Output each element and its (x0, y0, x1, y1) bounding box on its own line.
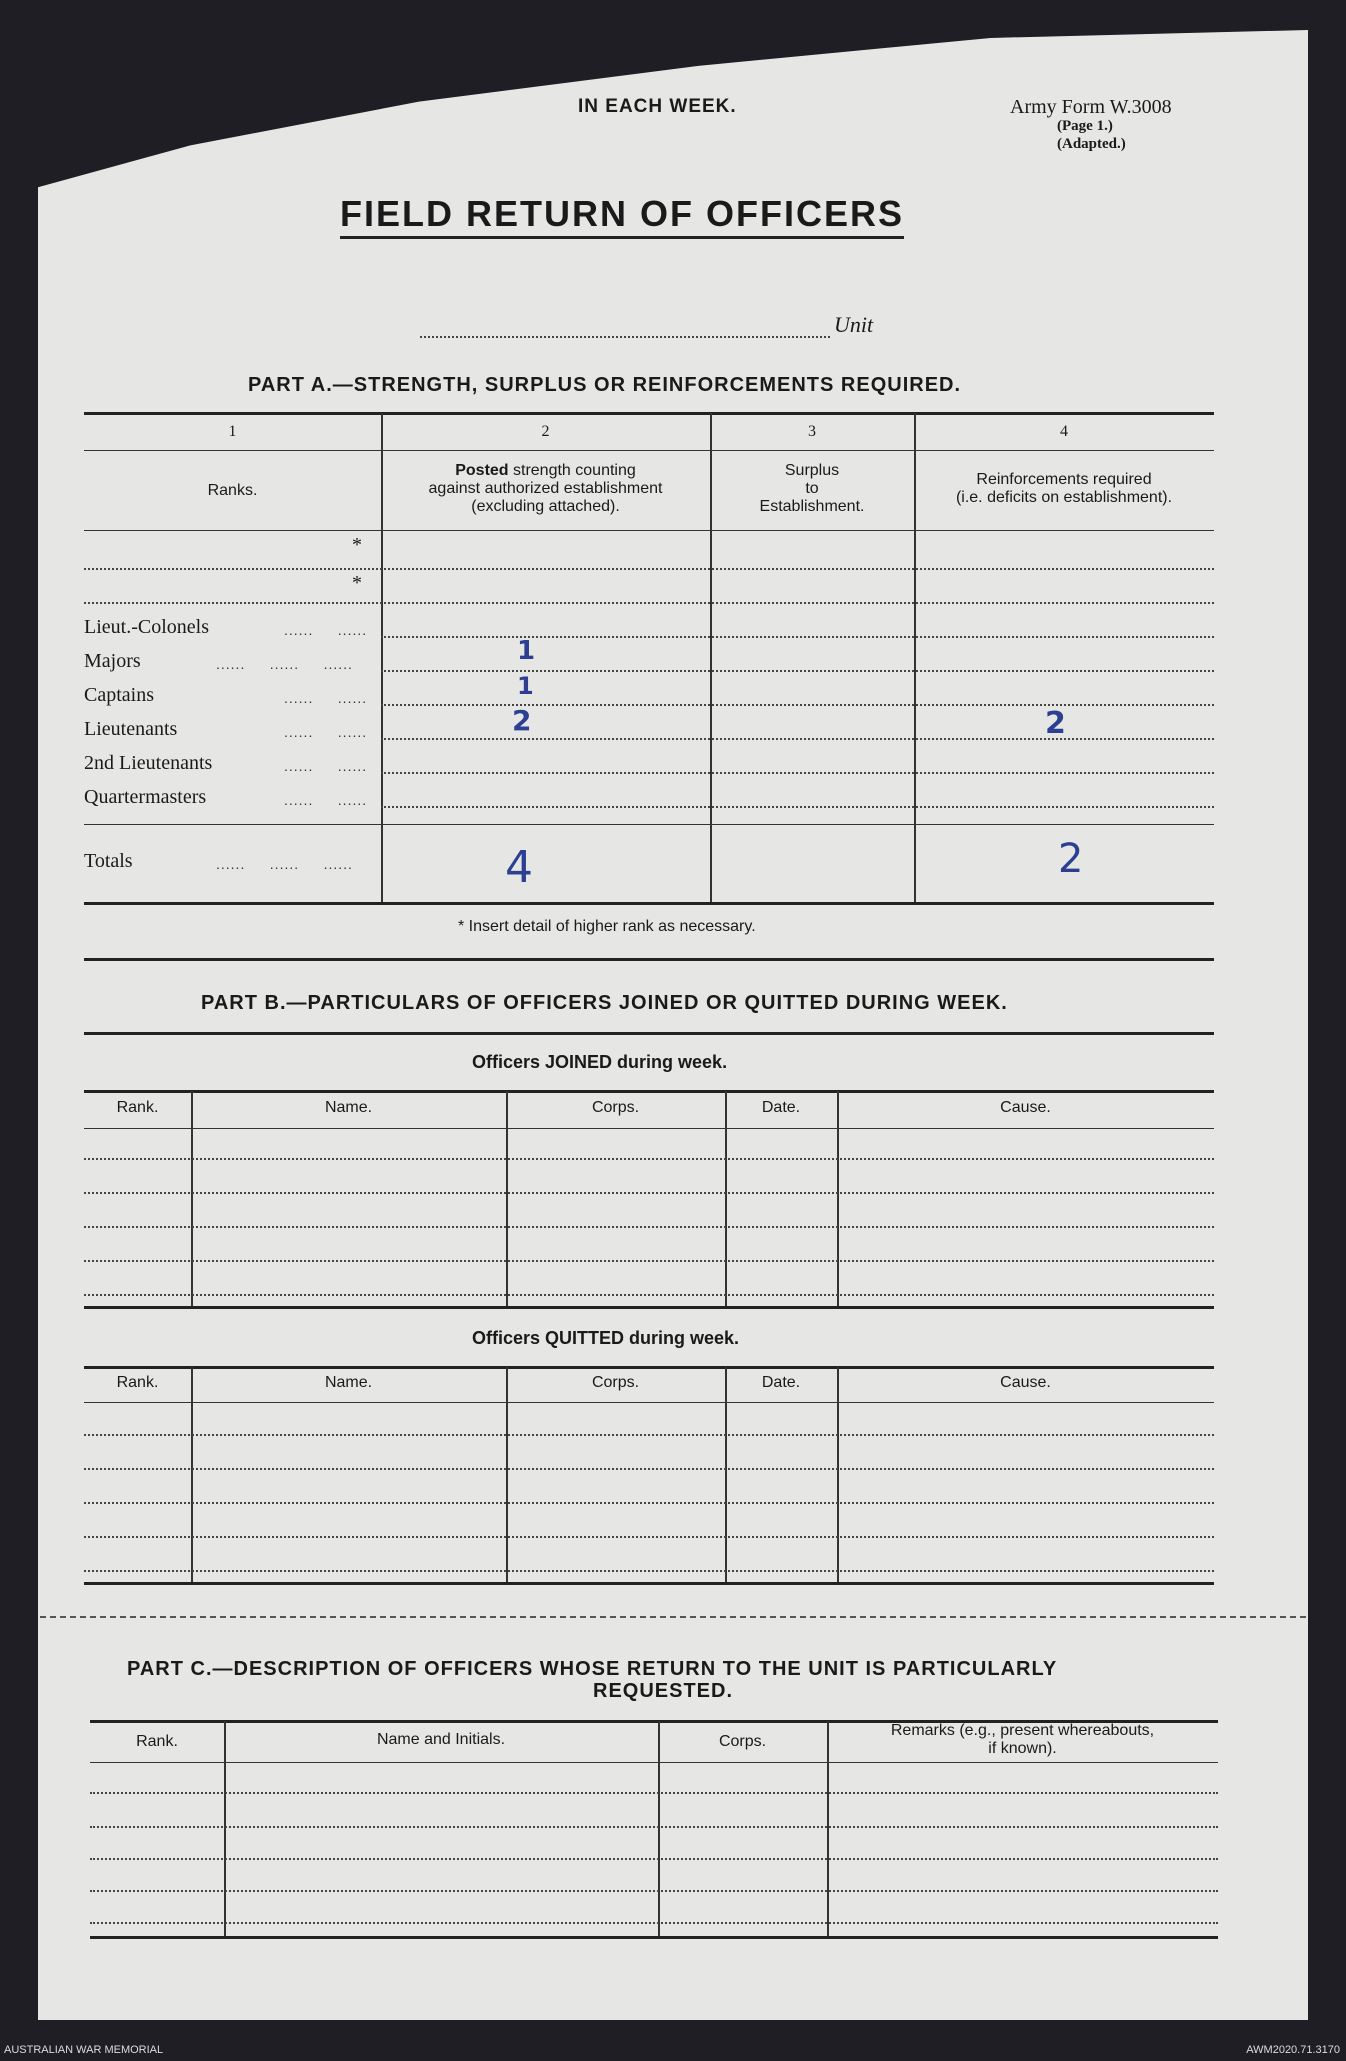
part-c-title-line2: REQUESTED. (593, 1680, 734, 1702)
col-header-ranks: Ranks. (207, 482, 258, 499)
part-c-col-corps: Corps. (718, 1733, 767, 1750)
part-b-title: PART B.—PARTICULARS OF OFFICERS JOINED OR QUITTED DURING WEEK. (201, 992, 1008, 1014)
part-a-footnote: * Insert detail of higher rank as necessary. (458, 918, 756, 935)
quitted-col-corps: Corps. (591, 1374, 640, 1391)
form-page: (Page 1.) (1057, 118, 1113, 134)
unit-line (420, 336, 830, 338)
col-header-surplus (710, 462, 914, 516)
posted-rest: strength counting (508, 462, 636, 479)
reinf-line2: (i.e. deficits on establishment). (955, 489, 1173, 506)
footer-credit: AUSTRALIAN WAR MEMORIAL (4, 2044, 164, 2056)
tear-off-line (40, 1616, 1306, 1618)
rank-lieutenants: Lieutenants (84, 718, 178, 740)
quitted-col-cause: Cause. (1000, 1374, 1051, 1391)
part-c-col-rank: Rank. (136, 1733, 178, 1750)
part-a-title: PART A.—STRENGTH, SURPLUS OR REINFORCEMENTS REQUIRED. (248, 374, 962, 396)
part-c-title-line1: PART C.—DESCRIPTION OF OFFICERS WHOSE RETURN TO THE UNIT IS PARTICULARLY (127, 1658, 1058, 1680)
part-a-top-rule (84, 412, 1214, 415)
part-c-col-remarks (827, 1722, 1218, 1758)
part-a-bottom-rule (84, 902, 1214, 905)
joined-col-corps: Corps. (591, 1099, 640, 1116)
surplus-line2: to (805, 480, 819, 497)
col-header-reinforcements (914, 471, 1214, 507)
col-number-3: 3 (808, 423, 816, 440)
footer-accession: AWM2020.71.3170 (1246, 2044, 1340, 2056)
col-header-posted (381, 462, 710, 516)
rank-2nd-lieutenants: 2nd Lieutenants (84, 752, 213, 774)
totals-label: Totals (84, 850, 133, 872)
totals-reinforcements-entry: 2 (1058, 836, 1084, 882)
quitted-col-date: Date. (761, 1374, 801, 1391)
lieutenants-posted-entry: 2 (512, 704, 532, 737)
quitted-col-rank: Rank. (116, 1374, 159, 1391)
posted-bold: Posted (455, 462, 509, 479)
quitted-title: Officers QUITTED during week. (472, 1328, 740, 1348)
page-title: FIELD RETURN OF OFFICERS (340, 192, 904, 239)
header-fragment: IN EACH WEEK. (578, 96, 737, 117)
reinf-line1: Reinforcements required (976, 471, 1152, 488)
form-adapted: (Adapted.) (1057, 136, 1126, 152)
posted-line3: (excluding attached). (471, 498, 620, 515)
joined-col-date: Date. (761, 1099, 801, 1116)
majors-posted-entry: 1 (517, 636, 536, 666)
captains-posted-entry: 1 (517, 672, 534, 700)
quitted-col-name: Name. (324, 1374, 373, 1391)
totals-posted-entry: 4 (505, 842, 533, 893)
col-number-2: 2 (541, 423, 550, 440)
rank-lieut-colonels: Lieut.-Colonels (84, 616, 209, 638)
remarks-line1: Remarks (e.g., present whereabouts, (890, 1722, 1155, 1739)
joined-title: Officers JOINED during week. (472, 1052, 728, 1072)
star-marker: * (352, 572, 362, 594)
joined-col-cause: Cause. (1000, 1099, 1051, 1116)
surplus-line1: Surplus (784, 462, 840, 479)
col-number-4: 4 (1060, 423, 1068, 440)
star-marker: * (352, 534, 362, 556)
remarks-line2: if known). (988, 1740, 1057, 1757)
rank-majors: Majors (84, 650, 141, 672)
unit-label: Unit (834, 312, 874, 337)
rank-quartermasters: Quartermasters (84, 786, 207, 808)
lieutenants-reinforcements-entry: 2 (1045, 706, 1066, 741)
surplus-line3: Establishment. (759, 498, 865, 515)
joined-col-rank: Rank. (116, 1099, 159, 1116)
part-c-col-name: Name and Initials. (376, 1731, 506, 1748)
col-number-1: 1 (228, 423, 237, 440)
joined-col-name: Name. (324, 1099, 373, 1116)
posted-line2: against authorized establishment (428, 480, 663, 497)
rank-captains: Captains (84, 684, 154, 706)
form-number: Army Form W.3008 (1010, 96, 1172, 118)
